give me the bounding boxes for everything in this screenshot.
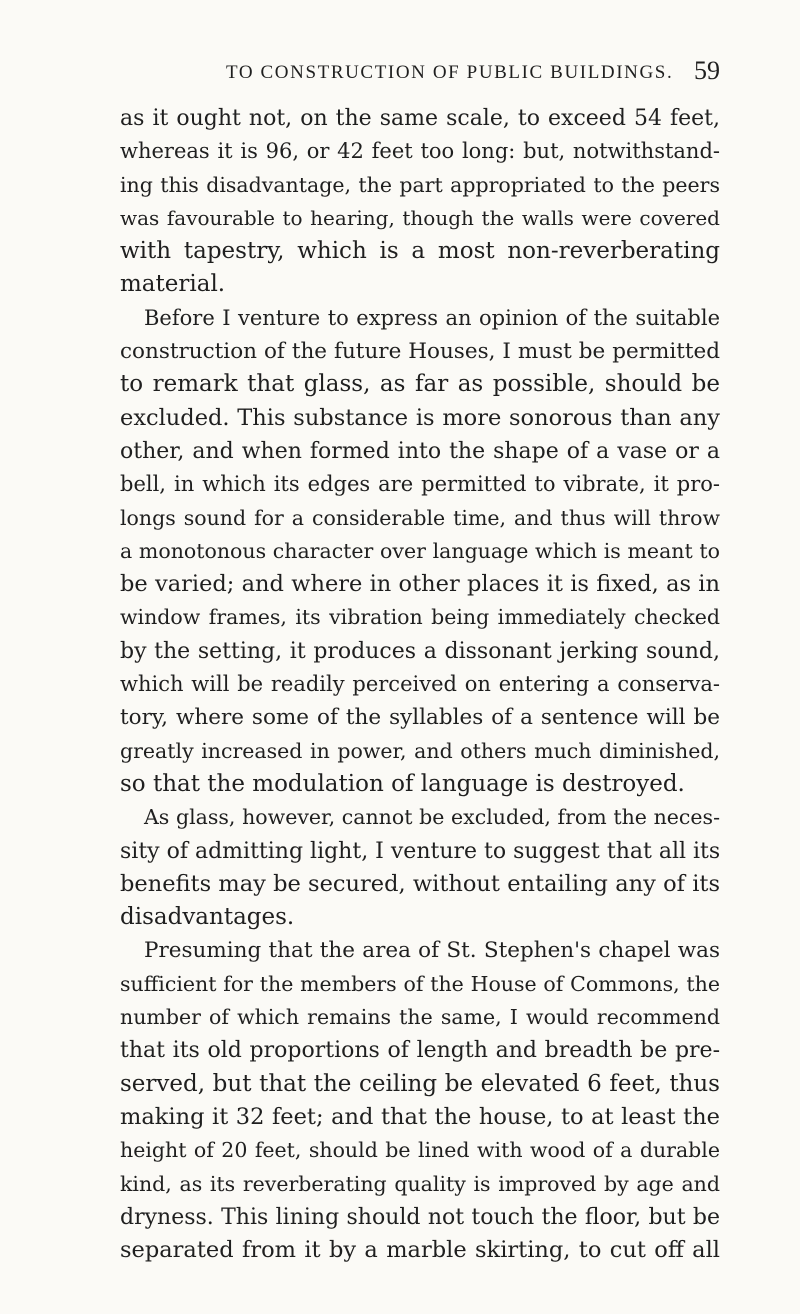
- text-line: Before I venture to express an opinion of the suitable: [144, 305, 720, 330]
- text-line: greatly increased in power, and others much diminished,: [120, 738, 720, 763]
- text-line: window frames, its vibration being immediately checked: [120, 605, 720, 630]
- text-line: tory, where some of the syllables of a sentence will be: [120, 705, 720, 731]
- text-line: sufficient for the members of the House of Commons, the: [120, 971, 720, 996]
- text-line: material.: [120, 271, 226, 298]
- text-line: separated from it by a marble skirting, to cut off all: [120, 1237, 720, 1264]
- text-line: by the setting, it produces a dissonant jerking sound,: [120, 638, 720, 664]
- text-line: with tapestry, which is a most non-reverberating: [120, 238, 720, 265]
- text-line: sity of admitting light, I venture to suggest that all its: [120, 838, 720, 864]
- text-line: kind, as its reverberating quality is improved by age and: [120, 1171, 720, 1196]
- text-line: As glass, however, cannot be excluded, from the neces-: [144, 805, 720, 830]
- text-line: excluded. This substance is more sonorous than any: [120, 404, 720, 431]
- text-line: ing this disadvantage, the part appropriated to the peers: [120, 172, 720, 197]
- text-line: construction of the future Houses, I must be permitted: [120, 339, 720, 365]
- text-line: number of which remains the same, I would recommend: [120, 1005, 720, 1030]
- text-line: disadvantages.: [120, 904, 295, 931]
- text-line: longs sound for a considerable time, and thus will throw: [120, 505, 720, 530]
- text-line: whereas it is 96, or 42 feet too long: but, notwithstand-: [120, 139, 720, 164]
- page-number: 59: [694, 56, 720, 85]
- text-line: height of 20 feet, should be lined with wood of a durable: [120, 1138, 720, 1163]
- text-line: dryness. This lining should not touch the floor, but be: [120, 1204, 720, 1230]
- text-line: was favourable to hearing, though the walls were covered: [120, 205, 720, 230]
- text-line: that its old proportions of length and breadth be pre-: [120, 1038, 720, 1064]
- text-line: be varied; and where in other places it is fixed, as in: [120, 571, 720, 598]
- text-line: so that the modulation of language is destroyed.: [120, 770, 685, 797]
- body-text: [120, 102, 720, 1267]
- text-line: bell, in which its edges are permitted to vibrate, it pro-: [120, 472, 720, 497]
- text-line: other, and when formed into the shape of a vase or a: [120, 438, 720, 464]
- running-title: TO CONSTRUCTION OF PUBLIC BUILDINGS.: [226, 62, 674, 83]
- text-line: served, but that the ceiling be elevated 6 feet, thus: [120, 1070, 720, 1097]
- text-line: to remark that glass, as far as possible, should be: [120, 371, 720, 398]
- text-line: a monotonous character over language which is meant to: [120, 538, 720, 563]
- text-line: as it ought not, on the same scale, to exceed 54 feet,: [120, 106, 720, 131]
- text-line: making it 32 feet; and that the house, to at least the: [120, 1103, 720, 1130]
- text-line: which will be readily perceived on entering a conserva-: [120, 672, 720, 697]
- text-line: benefits may be secured, without entailing any of its: [120, 870, 720, 897]
- text-line: Presuming that the area of St. Stephen's chapel was: [144, 938, 720, 964]
- running-header: [120, 56, 720, 90]
